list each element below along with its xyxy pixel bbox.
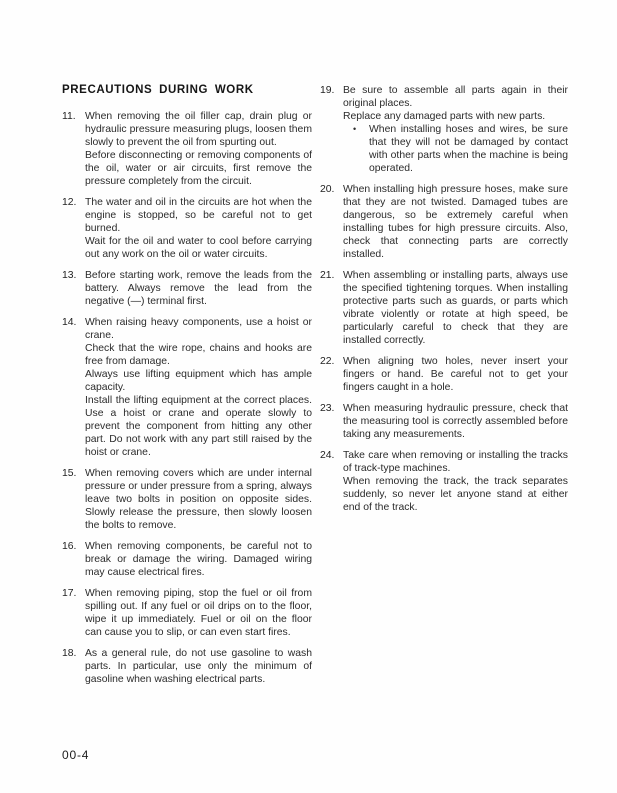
item-body — [343, 269, 568, 347]
item-number: 17. — [62, 588, 77, 599]
precaution-item — [62, 316, 312, 459]
item-paragraph: When installing high pressure hoses, make sure that they are not twisted. Damaged tubes are dangerous, so be extremely careful when installing tubes for high pressure circuits. Also, check that connecting parts are correctly installed. — [343, 184, 568, 260]
precaution-item — [320, 183, 568, 261]
two-column-layout — [62, 84, 568, 694]
item-body — [85, 587, 312, 639]
item-paragraph: When assembling or installing parts, always use the specified tightening torques. When installing protective parts such as guards, or parts which vibrate violently or rotate at high speed, be particularly careful to check that they are installed correctly. — [343, 270, 568, 346]
item-paragraph: When raising heavy components, use a hoist or crane. — [85, 317, 312, 341]
item-number: 13. — [62, 270, 77, 281]
item-paragraph: Before starting work, remove the leads from the battery. Always remove the lead from the negative (—) terminal first. — [85, 270, 312, 307]
item-body — [85, 110, 312, 188]
item-body — [85, 196, 312, 261]
item-body — [343, 355, 568, 394]
precaution-item — [320, 402, 568, 441]
precaution-item — [62, 110, 312, 188]
item-body — [85, 316, 312, 459]
item-body — [85, 269, 312, 308]
item-body — [343, 402, 568, 441]
left-items-container — [62, 110, 312, 686]
item-paragraph: Take care when removing or installing the tracks of track-type machines. — [343, 450, 568, 474]
bullet-icon: • — [353, 124, 357, 134]
precaution-item — [62, 647, 312, 686]
item-paragraph: When removing components, be careful not to break or damage the wiring. Damaged wiring may cause electrical fires. — [85, 541, 312, 578]
item-paragraph: As a general rule, do not use gasoline to wash parts. In particular, use only the minimum of gasoline when washing electrical parts. — [85, 648, 312, 685]
item-number: 24. — [320, 450, 335, 461]
item-body — [343, 449, 568, 514]
item-number: 14. — [62, 317, 77, 328]
precaution-item — [62, 467, 312, 532]
precaution-item — [62, 540, 312, 579]
item-number: 18. — [62, 648, 77, 659]
item-paragraph: When measuring hydraulic pressure, check that the measuring tool is correctly assembled before taking any measurements. — [343, 403, 568, 440]
section-heading: PRECAUTIONS DURING WORK — [62, 84, 254, 96]
item-number: 19. — [320, 85, 335, 96]
item-number: 12. — [62, 197, 77, 208]
item-paragraph: When removing the oil filler cap, drain plug or hydraulic pressure measuring plugs, loosen them slowly to prevent the oil from spurting out. — [85, 111, 312, 148]
item-paragraph: When removing piping, stop the fuel or oil from spilling out. If any fuel or oil drips on to the floor, wipe it up immediately. Fuel or oil on the floor can cause you to slip, or can even start fires. — [85, 588, 312, 638]
precaution-item — [62, 587, 312, 639]
item-paragraph: When removing the track, the track separates suddenly, so never let anyone stand at either end of the track. — [343, 476, 568, 513]
item-paragraph: Replace any damaged parts with new parts. — [343, 111, 546, 122]
page-number: 00-4 — [62, 748, 90, 762]
item-number: 23. — [320, 403, 335, 414]
item-body — [343, 183, 568, 261]
item-body — [85, 647, 312, 686]
item-paragraph: When aligning two holes, never insert your fingers or hand. Be careful not to get your fingers caught in a hole. — [343, 356, 568, 393]
item-paragraph: Wait for the oil and water to cool before carrying out any work on the oil or water circuits. — [85, 236, 312, 260]
item-body — [85, 540, 312, 579]
item-paragraph: Check that the wire rope, chains and hooks are free from damage. — [85, 343, 312, 367]
item-paragraph: When removing covers which are under internal pressure or under pressure from a spring, always leave two bolts in position on opposite sides. Slowly release the pressure, then slowly loosen the bolts to remove. — [85, 468, 312, 531]
item-number: 11. — [62, 111, 76, 122]
right-column — [320, 84, 568, 694]
left-column — [62, 84, 312, 694]
item-number: 22. — [320, 356, 335, 367]
precaution-item — [320, 269, 568, 347]
bullet-text: When installing hoses and wires, be sure that they will not be damaged by contact with other parts when the machine is being operated. — [369, 124, 568, 174]
precaution-item — [62, 269, 312, 308]
item-number: 15. — [62, 468, 77, 479]
precaution-item — [320, 449, 568, 514]
precaution-item — [320, 355, 568, 394]
item-body — [85, 467, 312, 532]
precaution-item — [320, 84, 568, 175]
item-paragraph: Before disconnecting or removing components of the oil, water or air circuits, first remove the pressure completely from the circuit. — [85, 150, 312, 187]
item-body — [343, 84, 568, 175]
item-paragraph: Be sure to assemble all parts again in their original places. — [343, 85, 568, 109]
right-items-container — [320, 84, 568, 514]
item-paragraph: Always use lifting equipment which has ample capacity. — [85, 369, 312, 393]
item-paragraph: The water and oil in the circuits are hot when the engine is stopped, so be careful not to get burned. — [85, 197, 312, 234]
item-number: 16. — [62, 541, 77, 552]
bullet-item — [343, 123, 568, 175]
item-number: 21. — [320, 270, 335, 281]
item-paragraph: Install the lifting equipment at the correct places. Use a hoist or crane and operate slowly to prevent the component from hitting any other part. Do not work with any part still raised by the hoist or crane. — [85, 395, 312, 458]
precaution-item — [62, 196, 312, 261]
item-number: 20. — [320, 184, 335, 195]
